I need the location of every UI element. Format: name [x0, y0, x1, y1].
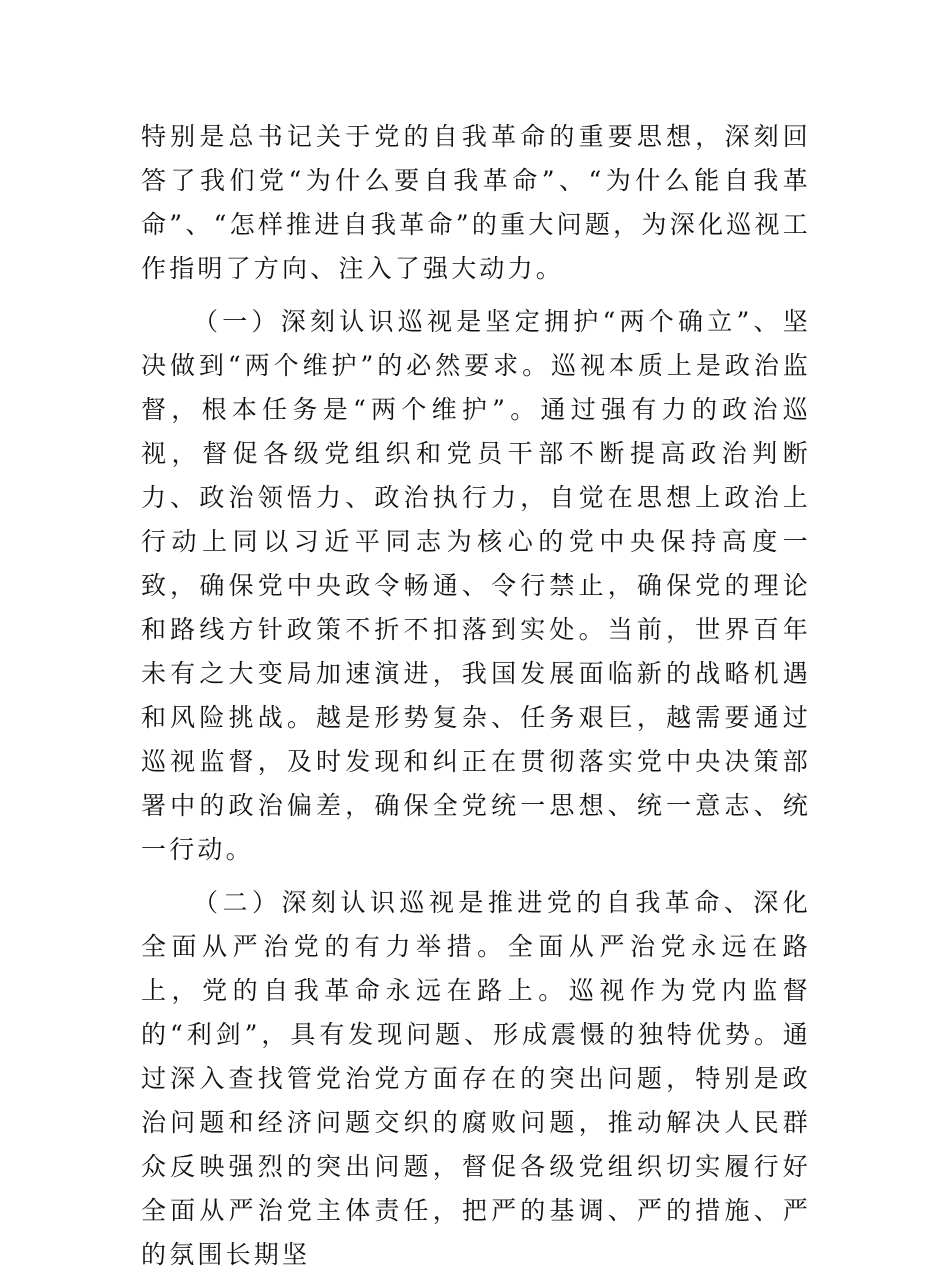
paragraph-continuation: 特别是总书记关于党的自我革命的重要思想，深刻回答了我们党“为什么要自我革命”、“为什么能自我革命”、“怎样推进自我革命”的重大问题，为深化巡视工作指明了方向、注入了强大动力。 [141, 122, 811, 283]
document-body [141, 115, 811, 1277]
paragraph-section-two: （二）深刻认识巡视是推进党的自我革命、深化全面从严治党的有力举措。全面从严治党永远在路上，党的自我革命永远在路上。巡视作为党内监督的“利剑”，具有发现问题、形成震慑的独特优势。通过深入查找管党治党方面存在的突出问题，特别是政治问题和经济问题交织的腐败问题，推动解决人民群众反映强烈的突出问题，督促各级党组织切实履行好全面从严治党主体责任，把严的基调、严的措施、严的氛围长期坚 [141, 888, 811, 1269]
paragraph-section-one: （一）深刻认识巡视是坚定拥护“两个确立”、坚决做到“两个维护”的必然要求。巡视本质上是政治监督，根本任务是“两个维护”。通过强有力的政治巡视，督促各级党组织和党员干部不断提高政治判断力、政治领悟力、政治执行力，自觉在思想上政治上行动上同以习近平同志为核心的党中央保持高度一致，确保党中央政令畅通、令行禁止，确保党的理论和路线方针政策不折不扣落到实处。当前，世界百年未有之大变局加速演进，我国发展面临新的战略机遇和风险挑战。越是形势复杂、任务艰巨，越需要通过巡视监督，及时发现和纠正在贯彻落实党中央决策部署中的政治偏差，确保全党统一思想、统一意志、统一行动。 [141, 307, 811, 864]
